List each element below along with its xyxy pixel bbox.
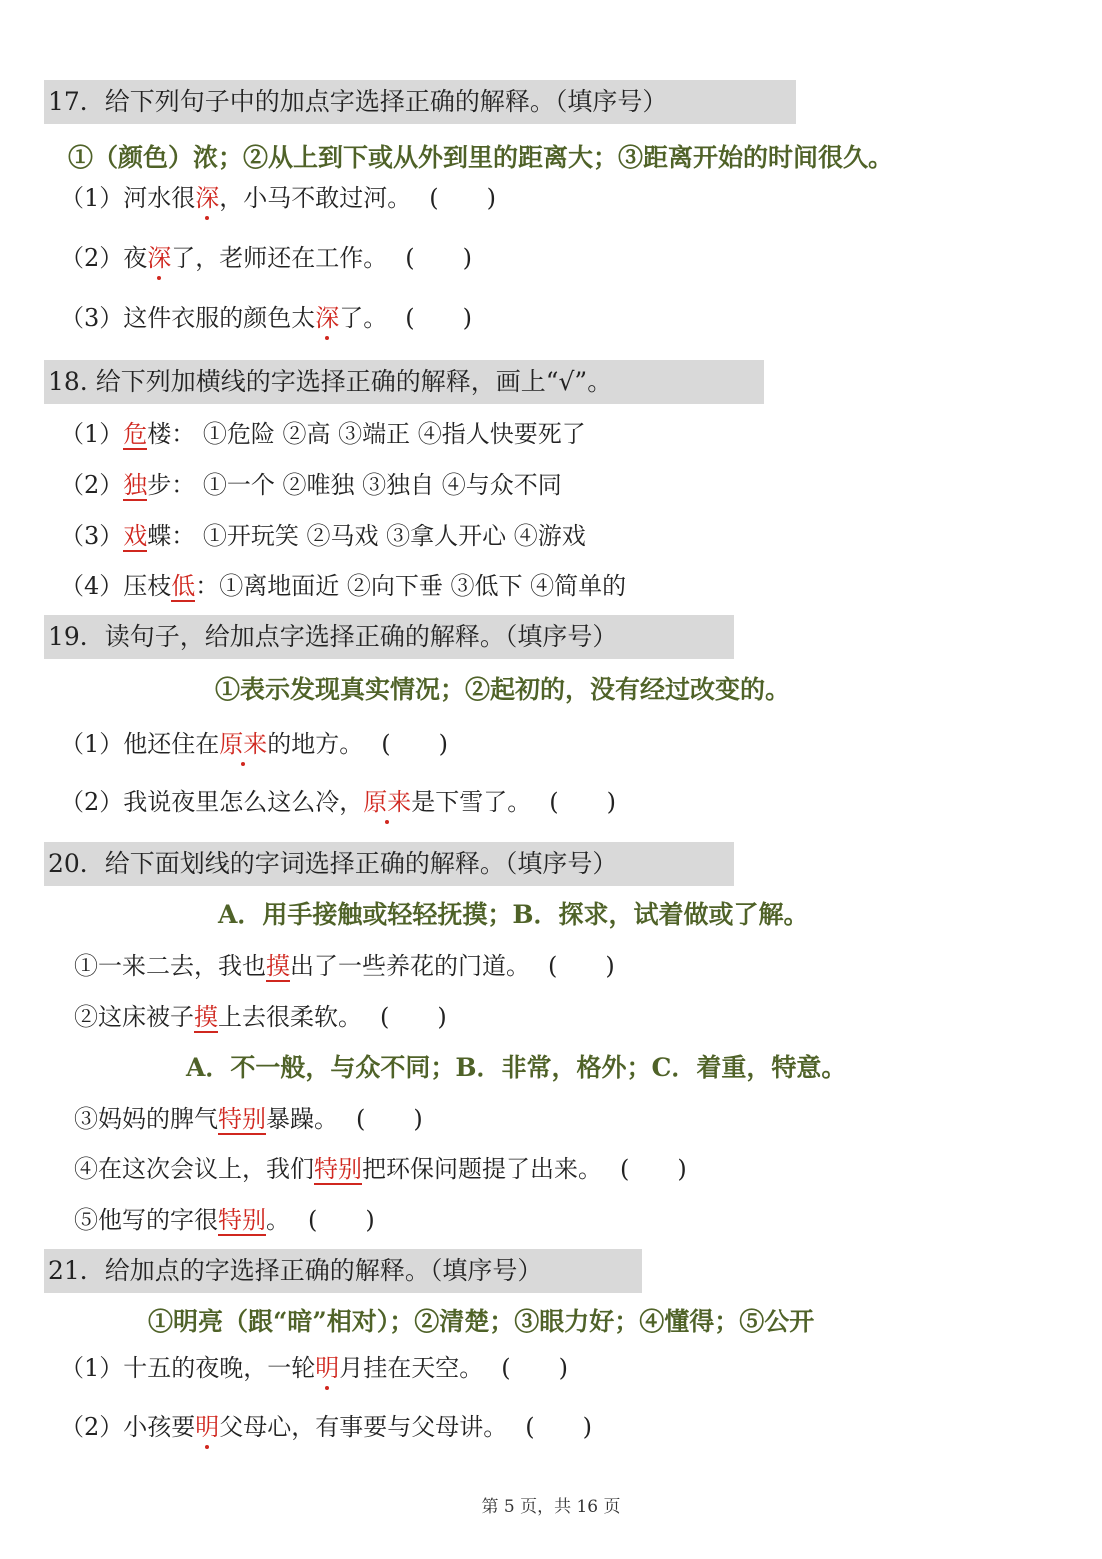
q18-item-1: （1）危楼： ①危险 ②高 ③端正 ④指人快要死了 (60, 420, 586, 448)
q18-choices[interactable]: ①离地面近 ②向下垂 ③低下 ④简单的 (219, 572, 627, 600)
q20-item-2: ②这床被子摸上去很柔软。 ( ) (74, 999, 447, 1035)
dotted-word: 原来 (219, 726, 267, 762)
dotted-char: 深 (315, 300, 339, 336)
q20-item-4: ④在这次会议上，我们特别把环保问题提了出来。 ( ) (74, 1151, 687, 1187)
q21-options: ①明亮（跟“暗”相对）；②清楚；③眼力好；④懂得；⑤公开 (148, 1307, 815, 1336)
q20-options-a: A．用手接触或轻轻抚摸；B．探求，试着做或了解。 (218, 900, 809, 929)
q17-options: ①（颜色）浓；②从上到下或从外到里的距离大；③距离开始的时间很久。 (68, 143, 894, 172)
answer-blank[interactable]: ( ) (429, 184, 497, 212)
answer-blank[interactable]: ( ) (405, 304, 473, 332)
q21-item-2: （2）小孩要明父母心，有事要与父母讲。 ( ) (60, 1409, 592, 1445)
q21-title: 21．给加点的字选择正确的解释。（填序号） (44, 1249, 642, 1293)
q19-options: ①表示发现真实情况；②起初的，没有经过改变的。 (215, 675, 791, 704)
dotted-word: 原来 (363, 784, 411, 820)
answer-blank[interactable]: ( ) (380, 1003, 447, 1031)
q18-choices[interactable]: ①危险 ②高 ③端正 ④指人快要死了 (202, 420, 586, 448)
q19-title: 19．读句子，给加点字选择正确的解释。（填序号） (44, 615, 734, 659)
q18-title: 18. 给下列加横线的字选择正确的解释，画上“√”。 (44, 360, 764, 404)
page-footer: 第 5 页，共 16 页 (481, 1497, 621, 1517)
q21-item-1: （1）十五的夜晚，一轮明月挂在天空。 ( ) (60, 1350, 568, 1386)
dotted-char: 明 (195, 1409, 219, 1445)
q18-choices[interactable]: ①一个 ②唯独 ③独自 ④与众不同 (202, 471, 562, 499)
q17-title: 17．给下列句子中的加点字选择正确的解释。（填序号） (44, 80, 796, 124)
answer-blank[interactable]: ( ) (548, 952, 615, 980)
q17-item-3: （3）这件衣服的颜色太深了。 ( ) (60, 300, 472, 336)
q19-item-2: （2）我说夜里怎么这么冷，原来是下雪了。 ( ) (60, 784, 616, 820)
answer-blank[interactable]: ( ) (620, 1155, 687, 1183)
dotted-char: 明 (315, 1350, 339, 1386)
q17-item-1: （1）河水很深，小马不敢过河。 ( ) (60, 180, 496, 216)
underlined-char: 独 (123, 471, 148, 499)
dotted-char: 深 (195, 180, 219, 216)
q20-item-3: ③妈妈的脾气特别暴躁。 ( ) (74, 1101, 423, 1137)
q20-item-5: ⑤他写的字很特别。 ( ) (74, 1202, 375, 1238)
q17-item-2: （2）夜深了，老师还在工作。 ( ) (60, 240, 472, 276)
q20-options-b: A．不一般，与众不同；B．非常，格外；C．着重，特意。 (186, 1053, 847, 1082)
underlined-word: 特别 (218, 1105, 266, 1133)
q18-item-3: （3）戏蝶： ①开玩笑 ②马戏 ③拿人开心 ④游戏 (60, 522, 586, 550)
answer-blank[interactable]: ( ) (308, 1206, 375, 1234)
underlined-char: 危 (123, 420, 148, 448)
q18-choices[interactable]: ①开玩笑 ②马戏 ③拿人开心 ④游戏 (202, 522, 586, 550)
answer-blank[interactable]: ( ) (501, 1354, 569, 1382)
answer-blank[interactable]: ( ) (381, 730, 449, 758)
answer-blank[interactable]: ( ) (405, 244, 473, 272)
underlined-word: 特别 (314, 1155, 362, 1183)
dotted-char: 深 (147, 240, 171, 276)
underlined-char: 摸 (266, 952, 290, 980)
answer-blank[interactable]: ( ) (549, 788, 617, 816)
underlined-char: 摸 (194, 1003, 218, 1031)
q18-item-4: （4）压枝低：①离地面近 ②向下垂 ③低下 ④简单的 (60, 572, 627, 600)
underlined-char: 戏 (123, 522, 148, 550)
answer-blank[interactable]: ( ) (356, 1105, 423, 1133)
answer-blank[interactable]: ( ) (525, 1413, 593, 1441)
q20-item-1: ①一来二去，我也摸出了一些养花的门道。 ( ) (74, 948, 615, 984)
q18-item-2: （2）独步： ①一个 ②唯独 ③独自 ④与众不同 (60, 471, 562, 499)
underlined-word: 特别 (218, 1206, 266, 1234)
q20-title: 20．给下面划线的字词选择正确的解释。（填序号） (44, 842, 734, 886)
underlined-char: 低 (171, 572, 196, 600)
q19-item-1: （1）他还住在原来的地方。 ( ) (60, 726, 448, 762)
